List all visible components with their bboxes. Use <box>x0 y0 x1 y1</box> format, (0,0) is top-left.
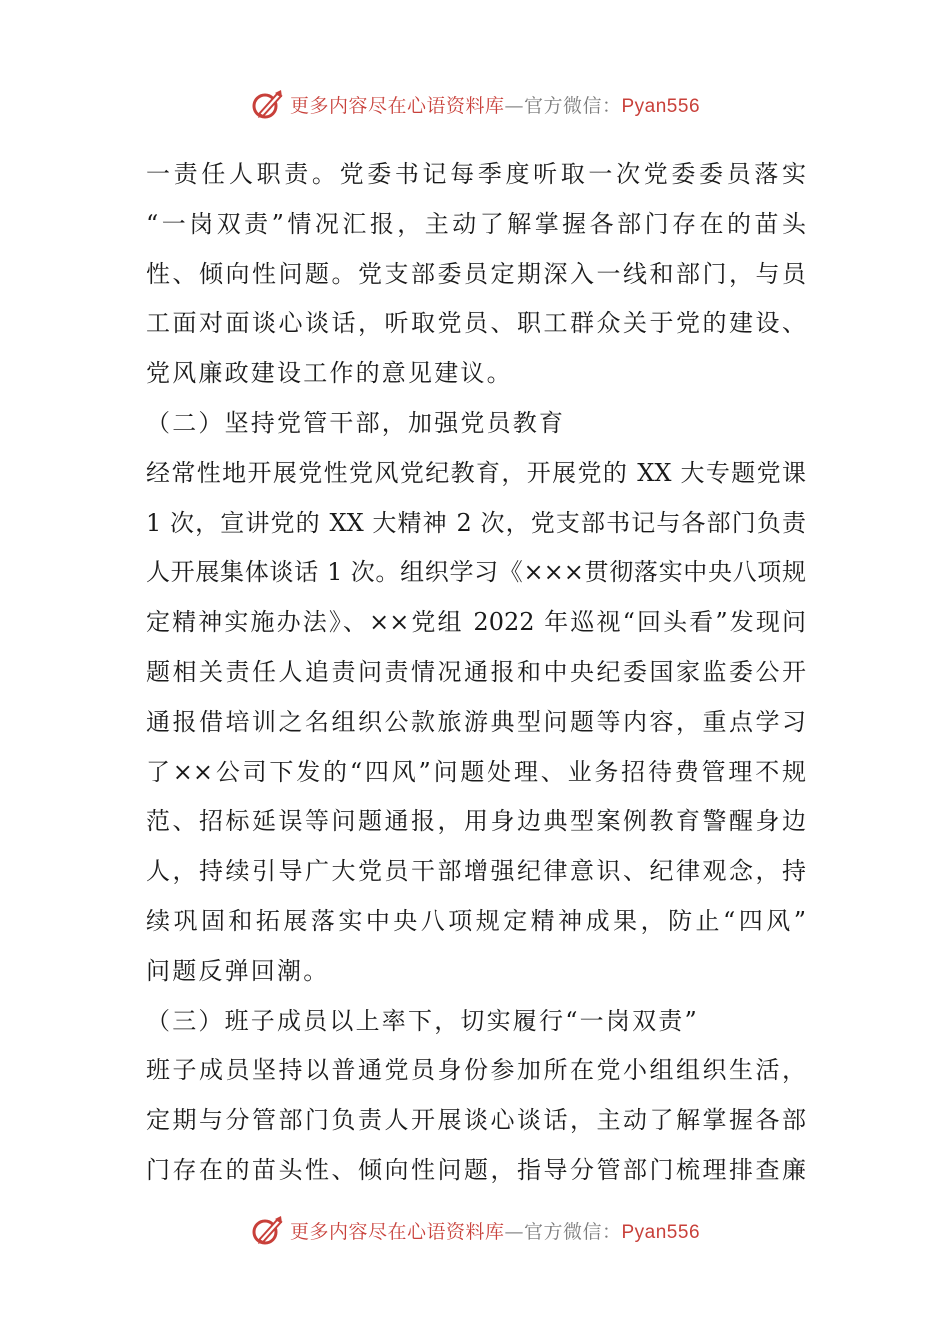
text-line: 了××公司下发的“四风”问题处理、业务招待费管理不规 <box>146 757 806 786</box>
watermark-brand: 更多内容尽在心语资料库 <box>289 1220 505 1243</box>
text-line: 门存在的苗头性、倾向性问题，指导分管部门梳理排查廉 <box>146 1155 806 1184</box>
watermark-text <box>290 1217 700 1244</box>
text-line: 班子成员坚持以普通党员身份参加所在党小组组织生活， <box>146 1056 806 1085</box>
text-line: 经常性地开展党性党风党纪教育，开展党的 XX 大专题党课 <box>146 458 806 487</box>
watermark-dash: — <box>504 94 524 117</box>
text-line: 定精神实施办法》、××党组 2022 年巡视“回头看”发现问 <box>146 608 806 637</box>
text-line: 1 次，宣讲党的 XX 大精神 2 次，党支部书记与各部门负责 <box>146 508 806 537</box>
text-line: 人，持续引导广大党员干部增强纪律意识、纪律观念，持 <box>146 857 806 886</box>
text-line: （三）班子成员以上率下，切实履行“一岗双责” <box>146 1006 699 1035</box>
document-body <box>146 150 806 1196</box>
text-line: 问题反弹回潮。 <box>146 956 330 985</box>
footer-watermark <box>0 1210 950 1250</box>
pen-logo-icon <box>250 87 284 121</box>
text-line: 续巩固和拓展落实中央八项规定精神成果，防止“四风” <box>146 906 806 935</box>
text-line: 人开展集体谈话 1 次。组织学习《×××贯彻落实中央八项规 <box>146 558 806 587</box>
text-line: 题相关责任人追责问责情况通报和中央纪委国家监委公开 <box>146 657 806 686</box>
watermark-wechat-id: Pyan556 <box>621 1221 701 1243</box>
text-line: 性、倾向性问题。党支部委员定期深入一线和部门，与员 <box>146 259 806 288</box>
watermark-dash: — <box>504 1220 524 1243</box>
text-line: 党风廉政建设工作的意见建议。 <box>146 359 513 388</box>
watermark-label: 官方微信： <box>523 1220 622 1243</box>
text-line: 一责任人职责。党委书记每季度听取一次党委委员落实 <box>146 160 806 188</box>
watermark-label: 官方微信： <box>523 94 622 117</box>
watermark-wechat-id: Pyan556 <box>621 95 701 117</box>
text-line: 定期与分管部门负责人开展谈心谈话，主动了解掌握各部 <box>146 1106 806 1135</box>
text-line: 通报借培训之名组织公款旅游典型问题等内容，重点学习 <box>146 707 806 736</box>
text-line: 范、招标延误等问题通报，用身边典型案例教育警醒身边 <box>146 807 806 836</box>
pen-logo-icon <box>250 1213 284 1247</box>
text-line: “一岗双责”情况汇报，主动了解掌握各部门存在的苗头 <box>146 209 806 238</box>
text-line: 工面对面谈心谈话，听取党员、职工群众关于党的建设、 <box>146 309 806 338</box>
watermark-text <box>290 91 700 118</box>
watermark-brand: 更多内容尽在心语资料库 <box>289 94 505 117</box>
header-watermark <box>0 84 950 124</box>
text-line: （二）坚持党管干部，加强党员教育 <box>146 408 566 437</box>
